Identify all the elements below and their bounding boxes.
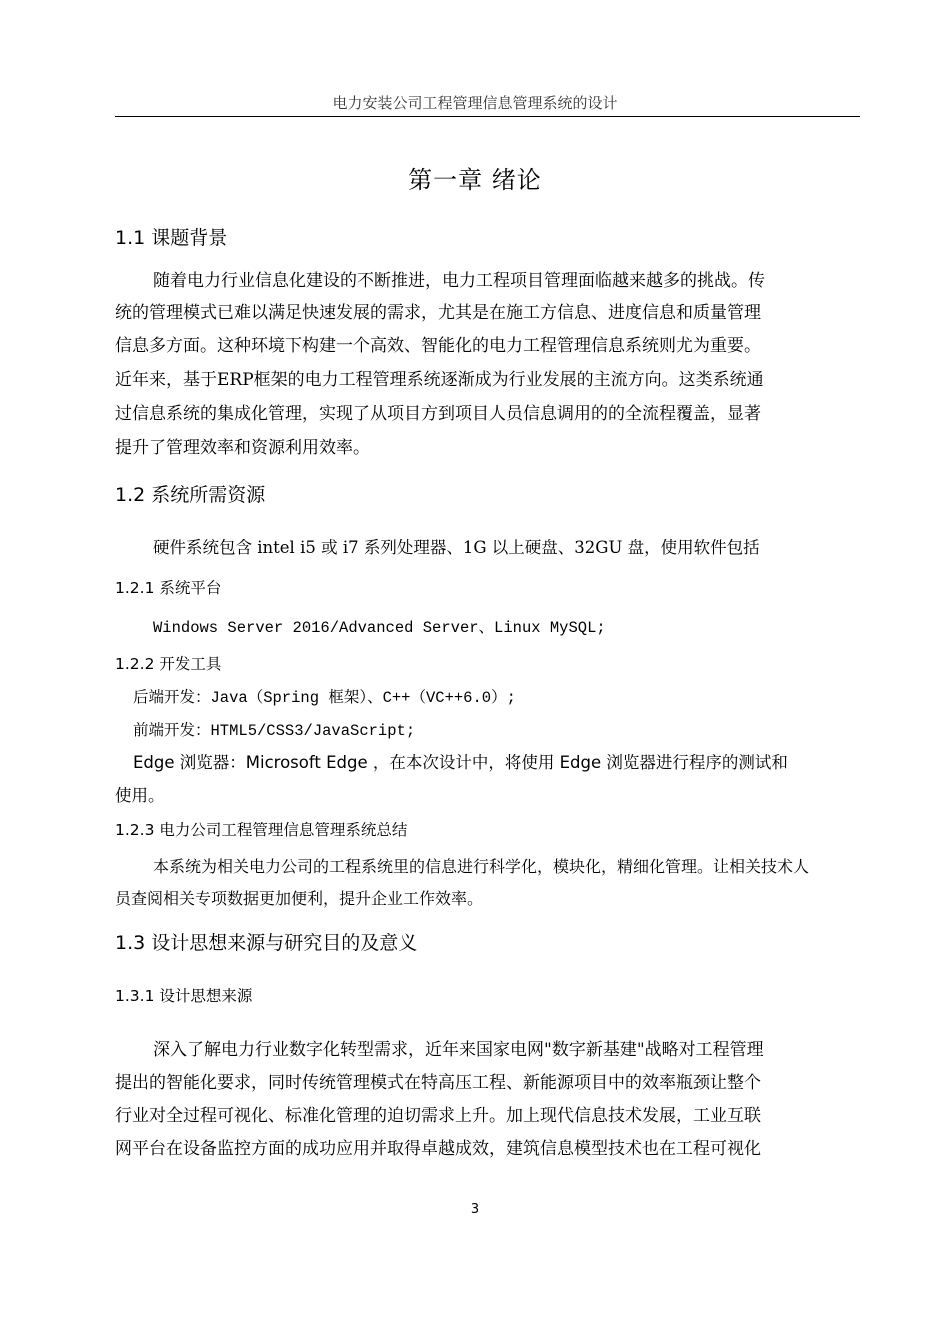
heading-text: 1.2.3 电力公司工程管理信息管理系统总结	[115, 821, 408, 839]
browser-tool-line: Edge 浏览器：Microsoft Edge ，在本次设计中，将使用 Edge 浏览器进行程序的测试和	[133, 753, 788, 772]
section-heading-1-3: 1.3 设计思想来源与研究目的及意义	[115, 932, 418, 954]
section-heading-1-1: 1.1 课题背景	[115, 227, 228, 249]
hardware-intro: 硬件系统包含 intel i5 或 i7 系列处理器、1G 以上硬盘、32GU 盘，使用软件包括	[153, 538, 760, 557]
section-heading-1-2-2: 1.2.2 开发工具	[115, 655, 222, 673]
paragraph-line: 信息多方面。这种环境下构建一个高效、智能化的电力工程管理信息系统则尤为重要。	[115, 336, 761, 356]
paragraph-line: 行业对全过程可视化、标准化管理的迫切需求上升。加上现代信息技术发展，工业互联	[115, 1106, 761, 1126]
paragraph-line: 近年来，基于ERP框架的电力工程管理系统逐渐成为行业发展的主流方向。这类系统通	[115, 370, 764, 390]
backend-tools: 后端开发：Java（Spring 框架）、C++（VC++6.0）;	[133, 689, 516, 707]
header-divider	[115, 116, 860, 117]
paragraph-line: 提升了管理效率和资源利用效率。	[115, 438, 370, 458]
paragraph-line: 随着电力行业信息化建设的不断推进，电力工程项目管理面临越来越多的挑战。传	[153, 271, 765, 291]
paragraph-line: 网平台在设备监控方面的成功应用并取得卓越成效，建筑信息模型技术也在工程可视化	[115, 1139, 761, 1159]
summary-line: 本系统为相关电力公司的工程系统里的信息进行科学化，模块化，精细化管理。让相关技术人	[153, 857, 810, 876]
page-number: 3	[470, 1202, 480, 1217]
summary-line: 员查阅相关专项数据更加便利，提升企业工作效率。	[115, 889, 484, 908]
paragraph-line: 统的管理模式已难以满足快速发展的需求，尤其是在施工方信息、进度信息和质量管理	[115, 303, 761, 323]
platform-text: Windows Server 2016/Advanced Server、Linux MySQL;	[153, 619, 606, 637]
browser-tool-line-2: 使用。	[115, 786, 165, 805]
frontend-tools: 前端开发：HTML5/CSS3/JavaScript;	[133, 722, 416, 740]
paragraph-line: 过信息系统的集成化管理，实现了从项目方到项目人员信息调用的的全流程覆盖，显著	[115, 404, 761, 424]
section-heading-1-2: 1.2 系统所需资源	[115, 484, 266, 506]
section-heading-1-2-3	[115, 818, 407, 840]
section-heading-1-3-1: 1.3.1 设计思想来源	[115, 987, 253, 1005]
section-heading-1-2-1: 1.2.1 系统平台	[115, 579, 222, 597]
chapter-title: 第一章 绪论	[408, 166, 542, 194]
paragraph-line: 深入了解电力行业数字化转型需求，近年来国家电网"数字新基建"战略对工程管理	[153, 1040, 764, 1060]
paragraph-line: 提出的智能化要求，同时传统管理模式在特高压工程、新能源项目中的效率瓶颈让整个	[115, 1073, 761, 1093]
running-header: 电力安装公司工程管理信息管理系统的设计	[332, 94, 618, 112]
